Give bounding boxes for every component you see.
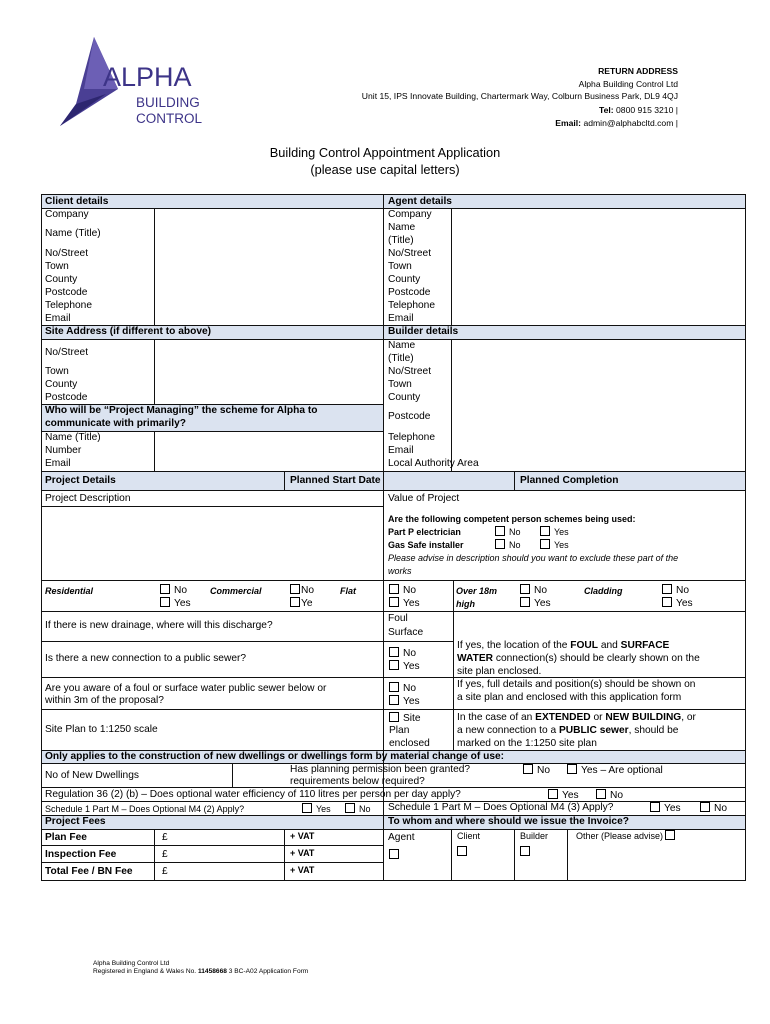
checkbox-icon[interactable] <box>665 830 675 840</box>
gas-safe-yes[interactable]: Yes <box>540 539 569 551</box>
inspection-fee-vat: + VAT <box>290 848 315 858</box>
agent-town: Town <box>388 261 412 272</box>
m42-no[interactable]: No <box>345 803 371 815</box>
agent-telephone: Telephone <box>388 300 436 311</box>
agent-company: Company <box>388 209 432 220</box>
sewer-no[interactable]: No <box>389 647 416 660</box>
plan-fee-input[interactable] <box>172 831 282 844</box>
checkbox-icon[interactable] <box>389 584 399 594</box>
aware-question-line2: within 3m of the proposal? <box>45 695 164 706</box>
checkbox-icon[interactable] <box>567 764 577 774</box>
agent-county: County <box>388 274 421 285</box>
builder-telephone: Telephone <box>388 432 436 443</box>
pm-email: Email <box>45 458 71 469</box>
site-town: Town <box>45 366 69 377</box>
plan-fee-label: Plan Fee <box>45 832 87 843</box>
gas-safe-label: Gas Safe installer <box>388 540 464 550</box>
return-email: Email: admin@alphabcltd.com | <box>555 118 678 128</box>
schemes-heading: Are the following competent person schemes being used: <box>388 514 636 524</box>
part-p-no[interactable]: No <box>495 526 521 538</box>
over-18m-label-2: high <box>456 599 475 609</box>
svg-text:CONTROL: CONTROL <box>136 111 203 126</box>
commercial-yes[interactable]: Ye <box>290 597 313 610</box>
project-description-label: Project Description <box>45 493 131 504</box>
planning-question-line1: Has planning permission been granted? <box>290 764 471 775</box>
client-heading: Client details <box>45 196 109 207</box>
checkbox-icon[interactable] <box>650 802 660 812</box>
checkbox-icon[interactable] <box>662 597 672 607</box>
commercial-label: Commercial <box>210 586 262 596</box>
client-county: County <box>45 274 78 285</box>
aware-question-line1: Are you aware of a foul or surface water public sewer below or <box>45 683 327 694</box>
m43-question: Schedule 1 Part M – Does Optional M4 (3) Apply? <box>388 802 614 813</box>
checkbox-icon[interactable] <box>290 584 300 594</box>
site-county: County <box>45 379 78 390</box>
over-18m-label: Over 18m <box>456 586 498 596</box>
total-fee-currency: £ <box>162 866 168 877</box>
client-company: Company <box>45 209 89 220</box>
client-name: Name (Title) <box>45 228 101 239</box>
checkbox-icon[interactable] <box>523 764 533 774</box>
svg-text:ALPHA: ALPHA <box>103 62 192 92</box>
checkbox-icon[interactable] <box>540 526 550 536</box>
sewer-note-line1: If yes, the location of the FOUL and SURFACE <box>457 640 670 651</box>
svg-text:BUILDING: BUILDING <box>136 95 200 110</box>
inspection-fee-label: Inspection Fee <box>45 849 117 860</box>
regulation-36-question: Regulation 36 (2) (b) – Does optional water efficiency of 110 litres per person per day apply? <box>45 789 461 800</box>
gas-safe-no[interactable]: No <box>495 539 521 551</box>
siteplan-note-line1: In the case of an EXTENDED or NEW BUILDING, or <box>457 712 696 723</box>
plan-fee-vat: + VAT <box>290 831 315 841</box>
drainage-question: If there is new drainage, where will this discharge? <box>45 620 273 631</box>
checkbox-icon[interactable] <box>389 647 399 657</box>
builder-postcode: Postcode <box>388 411 431 422</box>
commercial-no[interactable]: No <box>290 584 314 597</box>
agent-details-input[interactable] <box>453 210 743 324</box>
inspection-fee-currency: £ <box>162 849 168 860</box>
builder-email: Email <box>388 445 414 456</box>
planning-yes-optional[interactable]: Yes – Are optional <box>567 764 663 777</box>
builder-county: County <box>388 392 421 403</box>
invoice-builder-label: Builder <box>520 831 549 841</box>
builder-name: Name <box>388 340 416 351</box>
flat-label: Flat <box>340 586 357 596</box>
checkbox-icon[interactable] <box>389 695 399 705</box>
inspection-fee-input[interactable] <box>172 847 282 861</box>
builder-heading: Builder details <box>388 326 459 337</box>
return-tel: Tel: 0800 915 3210 | <box>598 105 678 115</box>
m43-yes[interactable]: Yes <box>650 802 681 815</box>
siteplan-opt3: enclosed <box>389 738 430 749</box>
residential-yes[interactable]: Yes <box>160 597 191 610</box>
project-description-input[interactable] <box>44 508 381 578</box>
footer-registration: Registered in England & Wales No. 11458668 3 BC-A02 Application Form <box>93 968 309 975</box>
sewer-note-line3: site plan enclosed. <box>457 666 542 677</box>
siteplan-question: Site Plan to 1:1250 scale <box>45 724 158 735</box>
checkbox-icon[interactable] <box>389 660 399 670</box>
siteplan-note-line3: marked on the 1:1250 site plan <box>457 738 597 749</box>
agent-heading: Agent details <box>388 196 452 207</box>
planned-start-label: Planned Start Date <box>290 475 381 486</box>
aware-no[interactable]: No <box>389 682 416 695</box>
siteplan-opt2: Plan <box>389 725 410 736</box>
builder-title: (Title) <box>388 353 414 364</box>
checkbox-icon[interactable] <box>495 539 505 549</box>
checkbox-icon[interactable] <box>596 789 606 799</box>
flat-no[interactable]: No <box>389 584 416 597</box>
project-details-heading: Project Details <box>45 475 116 486</box>
cladding-no[interactable]: No <box>662 584 689 597</box>
invoice-builder-checkbox[interactable] <box>520 846 530 856</box>
planned-completion-label: Planned Completion <box>520 475 619 486</box>
siteplan-note-line2: a new connection to a PUBLIC sewer, should be <box>457 725 679 736</box>
pm-heading-line1: Who will be “Project Managing” the scheme for Alpha to <box>45 405 318 416</box>
sewer-note-line2: WATER connection(s) should be clearly shown on the <box>457 653 700 664</box>
drainage-foul: Foul <box>388 613 408 624</box>
sewer-question: Is there a new connection to a public sewer? <box>45 653 247 664</box>
invoice-client-label: Client <box>457 831 481 841</box>
new-dwellings-label: No of New Dwellings <box>45 770 139 781</box>
client-details-input[interactable] <box>156 210 381 324</box>
client-email: Email <box>45 313 71 324</box>
regulation-36-no[interactable]: No <box>596 789 623 802</box>
alpha-logo <box>58 34 218 129</box>
pm-details-input[interactable] <box>156 433 381 470</box>
builder-street: No/Street <box>388 366 432 377</box>
pm-heading-line2: communicate with primarily? <box>45 418 186 429</box>
total-fee-input[interactable] <box>172 864 282 879</box>
new-dwellings-input[interactable] <box>156 765 231 786</box>
checkbox-icon[interactable] <box>345 803 355 813</box>
pm-name: Name (Title) <box>45 432 101 443</box>
site-address-input[interactable] <box>156 341 381 403</box>
site-heading: Site Address (if different to above) <box>45 326 212 337</box>
invoice-other-label[interactable]: Other (Please advise) <box>576 830 679 842</box>
fees-heading: Project Fees <box>45 816 106 827</box>
residential-no[interactable]: No <box>160 584 187 597</box>
drainage-surface: Surface <box>388 627 424 638</box>
checkbox-icon[interactable] <box>302 803 312 813</box>
cladding-label: Cladding <box>584 586 623 596</box>
plan-fee-currency: £ <box>162 832 168 843</box>
checkbox-icon[interactable] <box>160 597 170 607</box>
local-authority-input[interactable] <box>515 458 743 470</box>
checkbox-icon[interactable] <box>160 584 170 594</box>
agent-postcode: Postcode <box>388 287 431 298</box>
form-title: Building Control Appointment Application <box>269 145 501 160</box>
checkbox-icon[interactable] <box>389 682 399 692</box>
checkbox-icon[interactable] <box>495 526 505 536</box>
sewer-yes[interactable]: Yes <box>389 660 420 673</box>
over-18m-no[interactable]: No <box>520 584 547 597</box>
return-heading: RETURN ADDRESS <box>598 66 678 76</box>
checkbox-icon[interactable] <box>700 802 710 812</box>
m42-yes[interactable]: Yes <box>302 803 331 815</box>
pm-number: Number <box>45 445 82 456</box>
return-company: Alpha Building Control Ltd <box>578 79 678 89</box>
site-street: No/Street <box>45 347 89 358</box>
total-fee-vat: + VAT <box>290 865 315 875</box>
return-address: Unit 15, IPS Innovate Building, Chartermark Way, Colburn Business Park, DL9 4QJ <box>361 91 678 101</box>
agent-name: Name <box>388 222 416 233</box>
dwellings-heading: Only applies to the construction of new dwellings or dwellings form by material change of use: <box>45 751 505 762</box>
flat-yes[interactable]: Yes <box>389 597 420 610</box>
advise-note-line2: works <box>388 566 412 576</box>
invoice-agent-checkbox[interactable] <box>389 849 399 859</box>
total-fee-label: Total Fee / BN Fee <box>45 866 133 877</box>
checkbox-icon[interactable] <box>548 789 558 799</box>
regulation-36-yes[interactable]: Yes <box>548 789 579 802</box>
cladding-yes[interactable]: Yes <box>662 597 693 610</box>
agent-email: Email <box>388 313 414 324</box>
checkbox-icon[interactable] <box>540 539 550 549</box>
aware-note-line2: a site plan and enclosed with this application form <box>457 692 682 703</box>
part-p-yes[interactable]: Yes <box>540 526 569 538</box>
checkbox-icon[interactable] <box>389 597 399 607</box>
agent-title: (Title) <box>388 235 414 246</box>
builder-details-input[interactable] <box>453 341 743 456</box>
planning-no[interactable]: No <box>523 764 550 777</box>
checkbox-icon[interactable] <box>290 597 300 607</box>
aware-yes[interactable]: Yes <box>389 695 420 708</box>
planning-question-line2: requirements below required? <box>290 776 425 787</box>
checkbox-icon[interactable] <box>389 712 399 722</box>
client-telephone: Telephone <box>45 300 93 311</box>
checkbox-icon[interactable] <box>662 584 672 594</box>
drainage-input[interactable] <box>430 613 451 640</box>
form-subtitle: (please use capital letters) <box>310 162 460 177</box>
site-postcode: Postcode <box>45 392 88 403</box>
client-street: No/Street <box>45 248 89 259</box>
checkbox-icon[interactable] <box>520 584 530 594</box>
agent-street: No/Street <box>388 248 432 259</box>
project-value-label: Value of Project <box>388 493 460 504</box>
advise-note-line1: Please advise in description should you want to exclude these part of the <box>388 553 679 563</box>
invoice-heading: To whom and where should we issue the Invoice? <box>388 816 629 827</box>
client-town: Town <box>45 261 69 272</box>
checkbox-icon[interactable] <box>520 597 530 607</box>
siteplan-enclosed[interactable]: Site <box>389 712 421 725</box>
builder-town: Town <box>388 379 412 390</box>
client-postcode: Postcode <box>45 287 88 298</box>
footer-company: Alpha Building Control Ltd <box>93 960 170 967</box>
part-p-label: Part P electrician <box>388 527 461 537</box>
m43-no[interactable]: No <box>700 802 727 815</box>
local-authority-area: Local Authority Area <box>388 458 479 469</box>
invoice-client-checkbox[interactable] <box>457 846 467 856</box>
m42-question: Schedule 1 Part M – Does Optional M4 (2) Apply? <box>45 804 245 814</box>
aware-note-line1: If yes, full details and position(s) should be shown on <box>457 679 696 690</box>
residential-label: Residential <box>45 586 94 596</box>
over-18m-yes[interactable]: Yes <box>520 597 551 610</box>
invoice-agent-label: Agent <box>388 832 415 843</box>
